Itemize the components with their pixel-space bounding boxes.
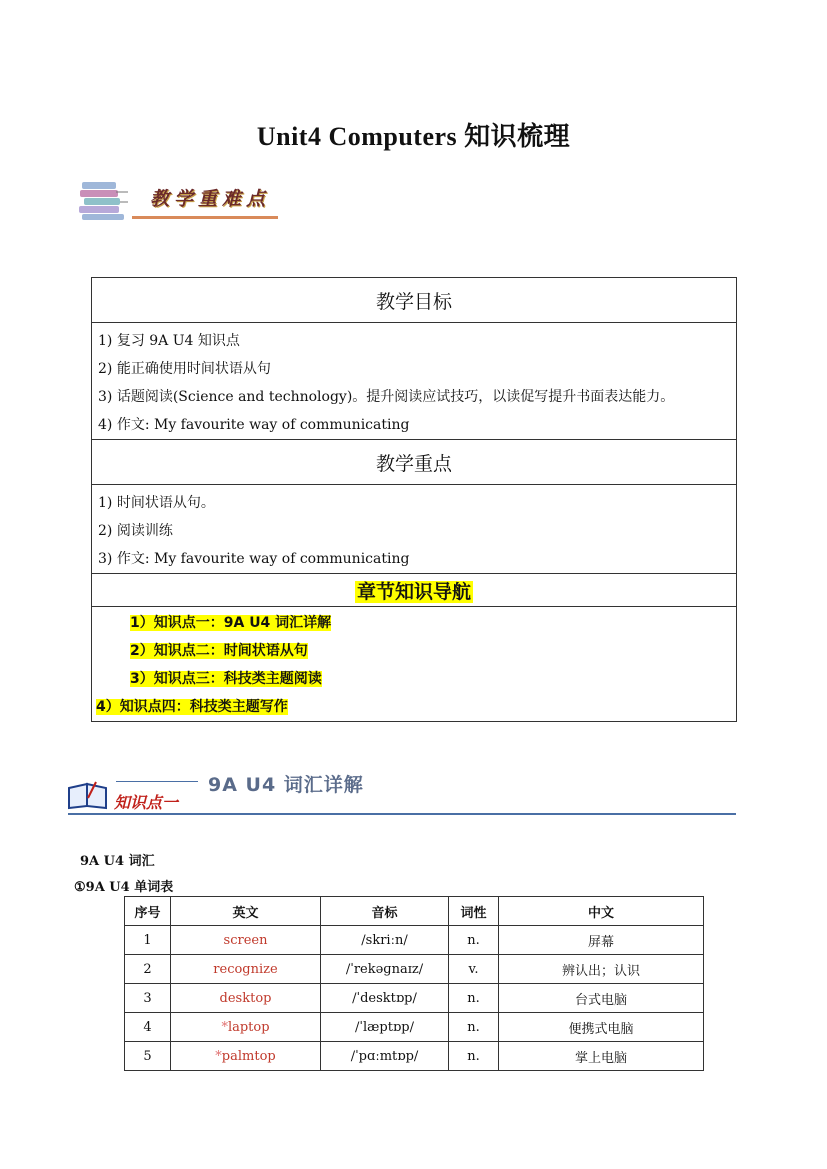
teaching-plan-table: [91, 277, 737, 722]
vocab-table-title: ①9A U4 单词表: [74, 880, 174, 895]
table-row: [125, 984, 704, 1013]
star-mark: *: [221, 1019, 228, 1035]
section-banner-label: 教学重难点: [150, 188, 271, 210]
navigation-heading-cell: [92, 574, 737, 607]
english-word: desktop: [219, 990, 272, 1006]
section-banner-knowledge-point-1: [66, 768, 736, 818]
nav-item[interactable]: 3）知识点三：科技类主题阅读: [130, 671, 322, 687]
phonetic: /ˈpɑːmtɒp/: [321, 1042, 449, 1071]
table-row: [125, 1013, 704, 1042]
english-word: palmtop: [221, 1048, 276, 1064]
phonetic: /ˈrekəɡnaɪz/: [321, 955, 449, 984]
chinese-meaning: 屏幕: [499, 926, 704, 955]
chinese-meaning: 便携式电脑: [499, 1013, 704, 1042]
objective-item: 4) 作文: My favourite way of communicating: [98, 417, 410, 433]
navigation-heading: 章节知识导航: [356, 580, 471, 603]
table-row: [125, 955, 704, 984]
part-of-speech: n.: [449, 1013, 499, 1042]
row-number: 3: [125, 984, 171, 1013]
row-number: 5: [125, 1042, 171, 1071]
objective-item: 3) 话题阅读(Science and technology)。提升阅读应试技巧，以读促写提升书面表达能力。: [98, 389, 675, 405]
row-number: 2: [125, 955, 171, 984]
key-points-heading: 教学重点: [92, 440, 737, 485]
knowledge-point-label: 知识点一: [114, 793, 179, 812]
books-icon: [78, 178, 130, 222]
objective-item: 1) 复习 9A U4 知识点: [98, 333, 240, 349]
nav-item[interactable]: 1）知识点一：9A U4 词汇详解: [130, 615, 332, 631]
objective-item: 2) 能正确使用时间状语从句: [98, 361, 271, 377]
document-title: Unit4 Computers 知识梳理: [256, 122, 571, 151]
key-point-item: 1) 时间状语从句。: [98, 495, 215, 511]
english-word-cell: [171, 1013, 321, 1042]
objectives-heading: 教学目标: [92, 278, 737, 323]
banner-short-rule: [116, 781, 198, 782]
english-word: laptop: [227, 1019, 270, 1035]
row-number: 1: [125, 926, 171, 955]
column-header: 词性: [449, 897, 499, 926]
table-row: [125, 1042, 704, 1071]
column-header: 音标: [321, 897, 449, 926]
phonetic: /ˈdesktɒp/: [321, 984, 449, 1013]
key-point-item: 2) 阅读训练: [98, 523, 173, 539]
star-mark: *: [215, 1048, 222, 1064]
navigation-list: [92, 607, 737, 722]
vocab-table: [124, 896, 704, 1071]
knowledge-point-title: 9A U4 词汇详解: [208, 774, 364, 796]
part-of-speech: n.: [449, 926, 499, 955]
key-points-list: [92, 485, 737, 574]
english-word-cell: [171, 955, 321, 984]
column-header: 中文: [499, 897, 704, 926]
banner-underline: [132, 216, 278, 219]
english-word-cell: [171, 1042, 321, 1071]
column-header: 序号: [125, 897, 171, 926]
column-header: 英文: [171, 897, 321, 926]
chinese-meaning: 掌上电脑: [499, 1042, 704, 1071]
objectives-list: [92, 323, 737, 440]
chinese-meaning: 台式电脑: [499, 984, 704, 1013]
row-number: 4: [125, 1013, 171, 1042]
nav-item[interactable]: 4）知识点四：科技类主题写作: [96, 699, 288, 715]
english-word-cell: [171, 926, 321, 955]
open-book-icon: [66, 780, 110, 810]
phonetic: /ˈlæptɒp/: [321, 1013, 449, 1042]
table-row: [125, 926, 704, 955]
section-banner-teaching-focus: [78, 176, 288, 226]
english-word-cell: [171, 984, 321, 1013]
part-of-speech: v.: [449, 955, 499, 984]
vocab-subtitle: 9A U4 词汇: [80, 854, 155, 869]
banner-rule: [68, 813, 736, 815]
english-word: screen: [223, 932, 268, 948]
nav-item[interactable]: 2）知识点二：时间状语从句: [130, 643, 308, 659]
part-of-speech: n.: [449, 1042, 499, 1071]
chinese-meaning: 辨认出；认识: [499, 955, 704, 984]
english-word: recognize: [213, 961, 278, 977]
part-of-speech: n.: [449, 984, 499, 1013]
phonetic: /skriːn/: [321, 926, 449, 955]
key-point-item: 3) 作文: My favourite way of communicating: [98, 551, 410, 567]
